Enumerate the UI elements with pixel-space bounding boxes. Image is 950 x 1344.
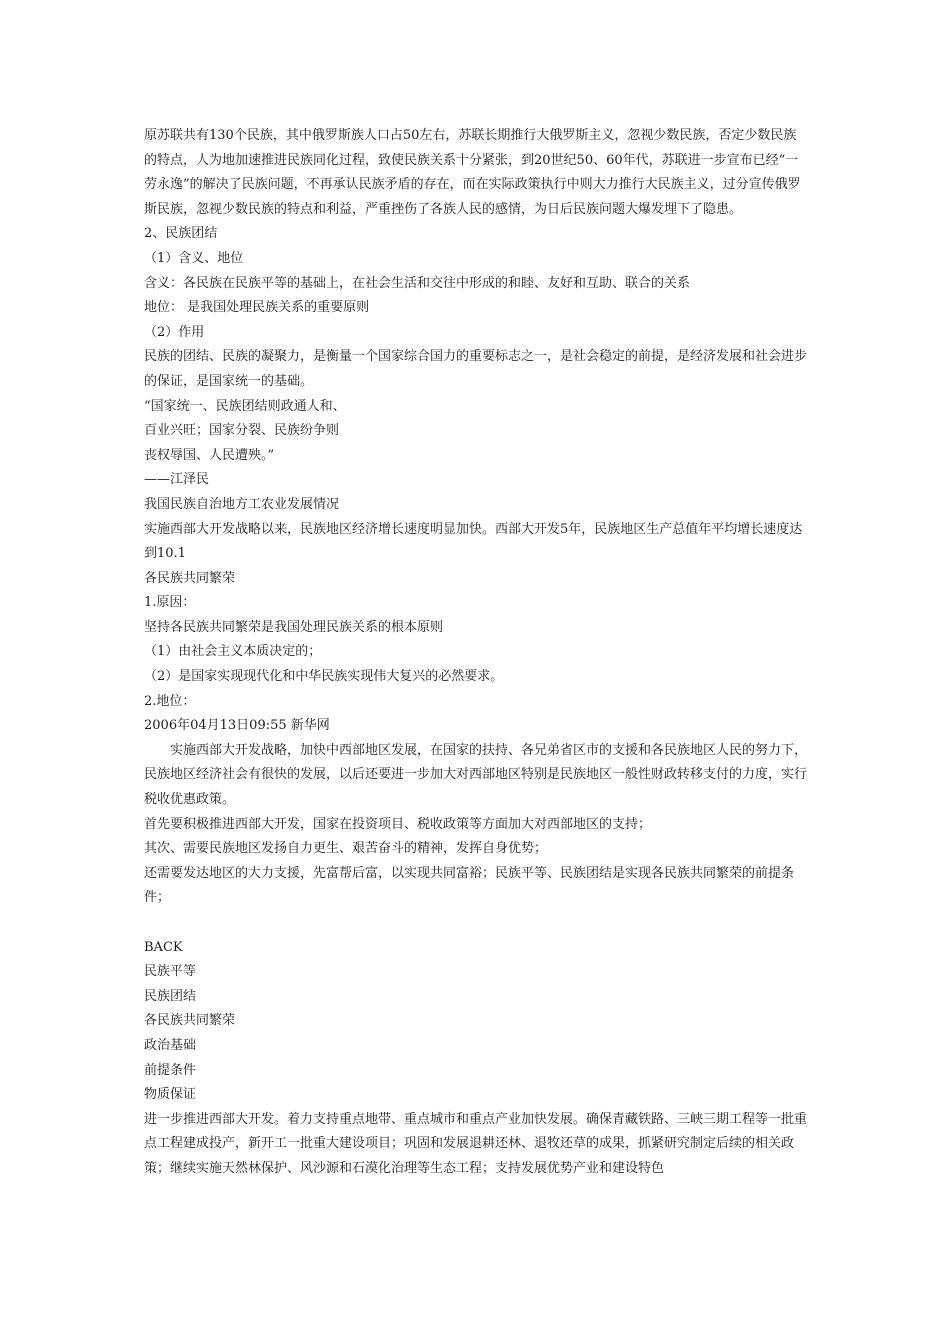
line-political-basis: 政治基础 — [144, 1037, 197, 1053]
line-second-measure: 其次、需要民族地区发扬自力更生、艰苦奋斗的精神，发挥自身优势； — [144, 841, 548, 857]
line-ethnic-equality: 民族平等 — [144, 964, 197, 980]
line-meaning: 含义：各民族在民族平等的基础上，在社会生活和交往中形成的和睦、友好和互助、联合的关系 — [144, 275, 691, 291]
heading-common-prosperity: 各民族共同繁荣 — [144, 570, 236, 586]
quote-attribution: ——江泽民 — [144, 472, 210, 488]
line-autonomous-development: 我国民族自治地方工农业发展情况 — [144, 496, 340, 512]
quote-line-2: 百业兴旺；国家分裂、民族纷争则 — [144, 423, 340, 439]
line-first-measure: 首先要积极推进西部大开发，国家在投资项目、税收政策等方面加大对西部地区的支持； — [144, 816, 652, 832]
paragraph-western-development-growth: 实施西部大开发战略以来，民族地区经济增长速度明显加快。西部大开发5年，民族地区生产总值年平均增长速度达到10.1 — [144, 521, 803, 562]
line-reason-1: （1）由社会主义本质决定的； — [144, 644, 322, 660]
subheading-function: （2）作用 — [144, 324, 205, 340]
subheading-position: 2.地位： — [144, 693, 196, 709]
quote-line-1: “国家统一、民族团结则政通人和、 — [144, 398, 346, 414]
blank-line — [144, 911, 808, 936]
line-fundamental-principle: 坚持各民族共同繁荣是我国处理民族关系的根本原则 — [144, 619, 444, 635]
paragraph-function: 民族的团结、民族的凝聚力，是衡量一个国家综合国力的重要标志之一，是社会稳定的前提，是经济发展和社会进步的保证，是国家统一的基础。 — [144, 349, 808, 389]
line-common-prosperity: 各民族共同繁荣 — [144, 1013, 236, 1029]
line-material-guarantee: 物质保证 — [144, 1087, 197, 1103]
quote-line-3: 丧权辱国、人民遭殃。” — [144, 447, 275, 463]
line-reason-2: （2）是国家实现现代化和中华民族实现伟大复兴的必然要求。 — [144, 669, 504, 685]
back-link: BACK — [144, 939, 183, 955]
document-body — [144, 124, 808, 1182]
subheading-meaning-status: （1）含义、地位 — [144, 250, 244, 266]
paragraph-western-strategy: 实施西部大开发战略，加快中西部地区发展，在国家的扶持、各兄弟省区市的支援和各民族地区人民的努力下，民族地区经济社会有很快的发展，以后还要进一步加大对西部地区特别是民族地区一般性财政转移支付的力度，实行税收优惠政策。 — [144, 742, 808, 808]
line-ethnic-unity: 民族团结 — [144, 988, 197, 1004]
paragraph-further-development: 进一步推进西部大开发。着力支持重点地带、重点城市和重点产业加快发展。确保青藏铁路、三峡三期工程等一批重点工程建成投产，新开工一批重大建设项目；巩固和发展退耕还林、退牧还草的成果，抓紧研究制定后续的相关政策；继续实施天然林保护、风沙源和石漠化治理等生态工程；支持发展优势产业和建设特色 — [144, 1111, 808, 1176]
heading-ethnic-unity: 2、民族团结 — [144, 226, 218, 242]
paragraph-third-measure: 还需要发达地区的大力支援，先富帮后富，以实现共同富裕；民族平等、民族团结是实现各民族共同繁荣的前提条件； — [144, 865, 795, 906]
line-precondition: 前提条件 — [144, 1062, 197, 1078]
line-status: 地位： 是我国处理民族关系的重要原则 — [144, 300, 370, 316]
subheading-reason: 1.原因： — [144, 595, 196, 611]
line-news-dateline: 2006年04月13日09:55 新华网 — [144, 718, 330, 734]
paragraph-soviet-nationalities: 原苏联共有130个民族，其中俄罗斯族人口占50左右，苏联长期推行大俄罗斯主义，忽视少数民族，否定少数民族的特点，人为地加速推进民族同化过程，致使民族关系十分紧张，到20世纪50、60年代，苏联进一步宣布已经“一劳永逸”的解决了民族问题，不再承认民族矛盾的存在，而在实际政策执行中则大力推行大民族主义，过分宣传俄罗斯民族，忽视少数民族的特点和利益，严重挫伤了各族人民的感情，为日后民族问题大爆发埋下了隐患。 — [144, 128, 801, 217]
